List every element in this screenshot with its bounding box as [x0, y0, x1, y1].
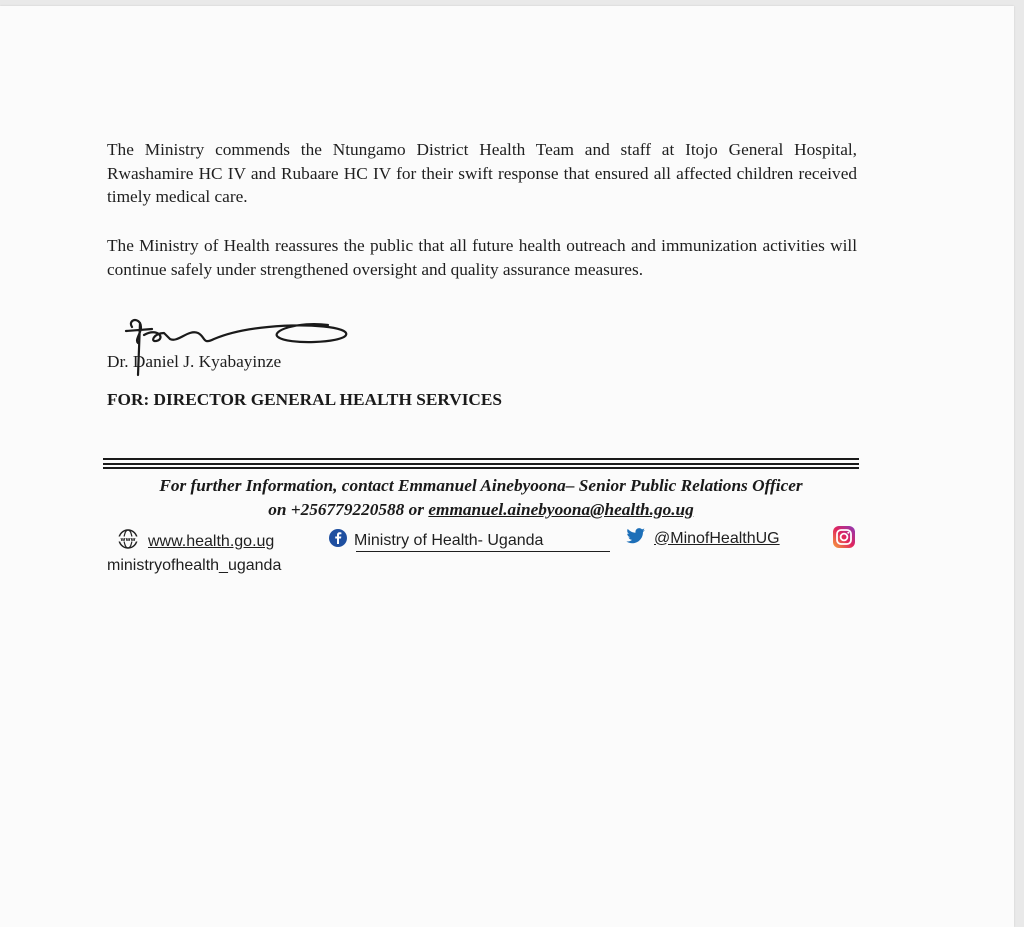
facebook-link-group[interactable] — [328, 528, 543, 553]
instagram-icon-link[interactable] — [832, 525, 856, 554]
instagram-handle[interactable]: ministryofhealth_uganda — [107, 557, 282, 574]
paragraph-commendation: The Ministry commends the Ntungamo District Health Team and staff at Itojo General Hospital, Rwashamire HC IV and Rubaare HC IV for their swift response that ensured all affected children received timely medical care. — [107, 140, 857, 206]
twitter-link-group[interactable] — [626, 528, 780, 549]
globe-www-icon — [116, 528, 140, 555]
twitter-link[interactable]: @MinofHealthUG — [654, 529, 780, 547]
twitter-bird-icon — [626, 528, 646, 549]
document-page — [0, 6, 1014, 927]
footer-divider — [103, 463, 859, 465]
facebook-link[interactable]: Ministry of Health- Uganda — [354, 531, 544, 549]
instagram-icon — [832, 525, 856, 554]
signer-title: FOR: DIRECTOR GENERAL HEALTH SERVICES — [107, 390, 503, 409]
contact-phone: on +256779220588 or — [268, 500, 429, 519]
contact-line-phone-email — [103, 500, 859, 520]
website-link[interactable]: www.health.go.ug — [148, 532, 275, 550]
facebook-link-underline — [356, 551, 610, 552]
signer-name: Dr. Daniel J. Kyabayinze — [107, 352, 282, 371]
footer-divider — [103, 467, 859, 469]
email-link[interactable]: emmanuel.ainebyoona@health.go.ug — [428, 500, 694, 519]
website-link-group[interactable] — [116, 528, 274, 555]
footer-divider — [103, 458, 859, 460]
contact-line: For further Information, contact Emmanuel Ainebyoona– Senior Public Relations Officer — [159, 476, 803, 495]
svg-text:www: www — [120, 537, 136, 543]
paragraph-reassurance: The Ministry of Health reassures the public that all future health outreach and immunization activities will continue safely under strengthened oversight and quality assurance measures. — [107, 236, 857, 279]
facebook-icon — [328, 528, 348, 553]
